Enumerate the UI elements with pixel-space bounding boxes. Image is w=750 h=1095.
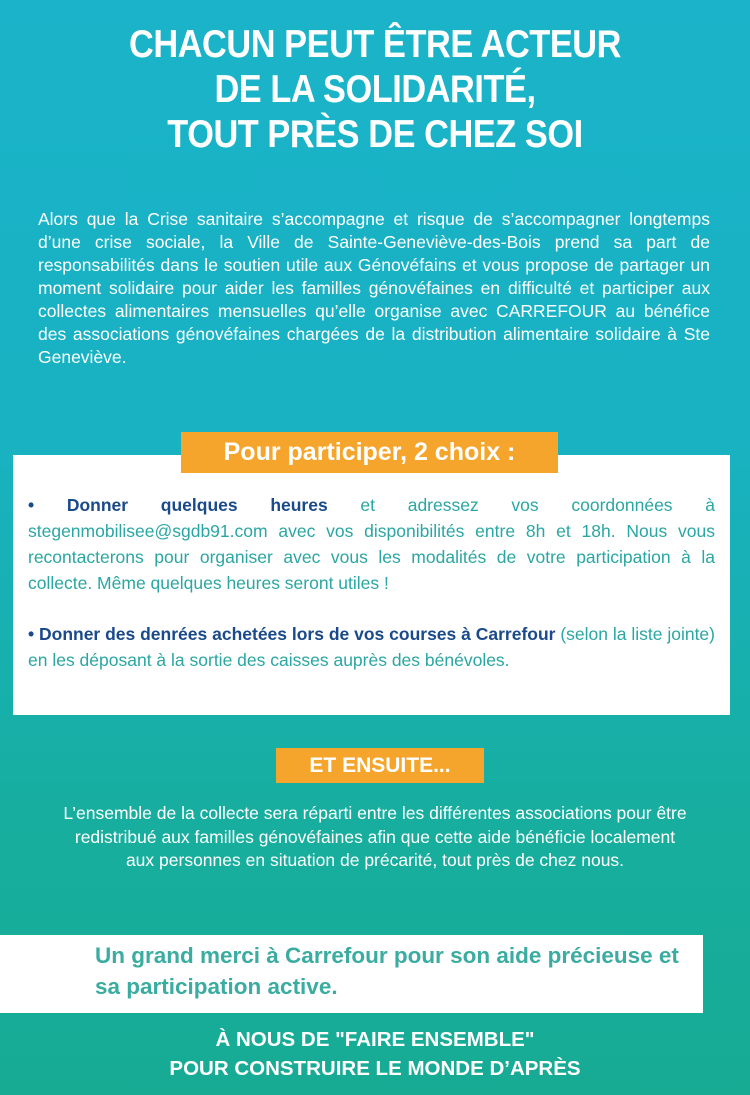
ensuite-heading: ET ENSUITE... <box>276 748 484 783</box>
title-line-3: TOUT PRÈS DE CHEZ SOI <box>167 113 583 156</box>
intro-paragraph: Alors que la Crise sanitaire s’accompagne et risque de s’accompagner longtemps d’une crise sociale, la Ville de Sainte-Geneviève-des-Bois prend sa part de responsabilités dans le soutien utile aux Génovéfains et vous propose de partager un moment solidaire pour aider les familles génovéfaines en difficulté et participer aux collectes alimentaires mensuelles qu’elle organise avec CARREFOUR au bénéfice des associations génovéfaines chargées de la distribution alimentaire solidaire à Ste Geneviève. <box>38 209 710 367</box>
choice-food-lead: • Donner des denrées achetées lors de vos courses à Carrefour <box>28 624 556 644</box>
choice-food-text: (selon la liste jointe) en les déposant à la sortie des caisses auprès des bénévoles. <box>28 624 715 670</box>
merci-text: Un grand merci à Carrefour pour son aide précieuse et sa participation active. <box>95 943 679 999</box>
footer-line-2: POUR CONSTRUIRE LE MONDE D’APRÈS <box>169 1057 581 1080</box>
title-line-1: CHACUN PEUT ÊTRE ACTEUR <box>128 23 621 66</box>
choice-hours-text: et adressez vos coordonnées à stegenmobilisee@sgdb91.com avec vos disponibilités entre 8h et 18h. Nous vous recontacterons pour organiser avec vous les modalités de votre participation à la collecte. Même quelques heures seront utiles ! <box>28 495 715 593</box>
choice-hours-lead: • Donner quelques heures <box>28 495 328 515</box>
page-title <box>45 22 705 157</box>
choice-hours <box>28 492 715 596</box>
footer-slogan <box>0 1025 750 1083</box>
title-line-2: DE LA SOLIDARITÉ, <box>214 68 536 111</box>
choice-food <box>28 621 715 673</box>
footer-line-1: À NOUS DE "FAIRE ENSEMBLE" <box>215 1028 535 1051</box>
participer-heading: Pour participer, 2 choix : <box>181 432 558 473</box>
ensuite-paragraph: L’ensemble de la collecte sera réparti entre les différentes associations pour être redistribué aux familles génovéfaines afin que cette aide bénéficie localement aux personnes en situation de précarité, tout près de chez nous. <box>63 803 687 870</box>
